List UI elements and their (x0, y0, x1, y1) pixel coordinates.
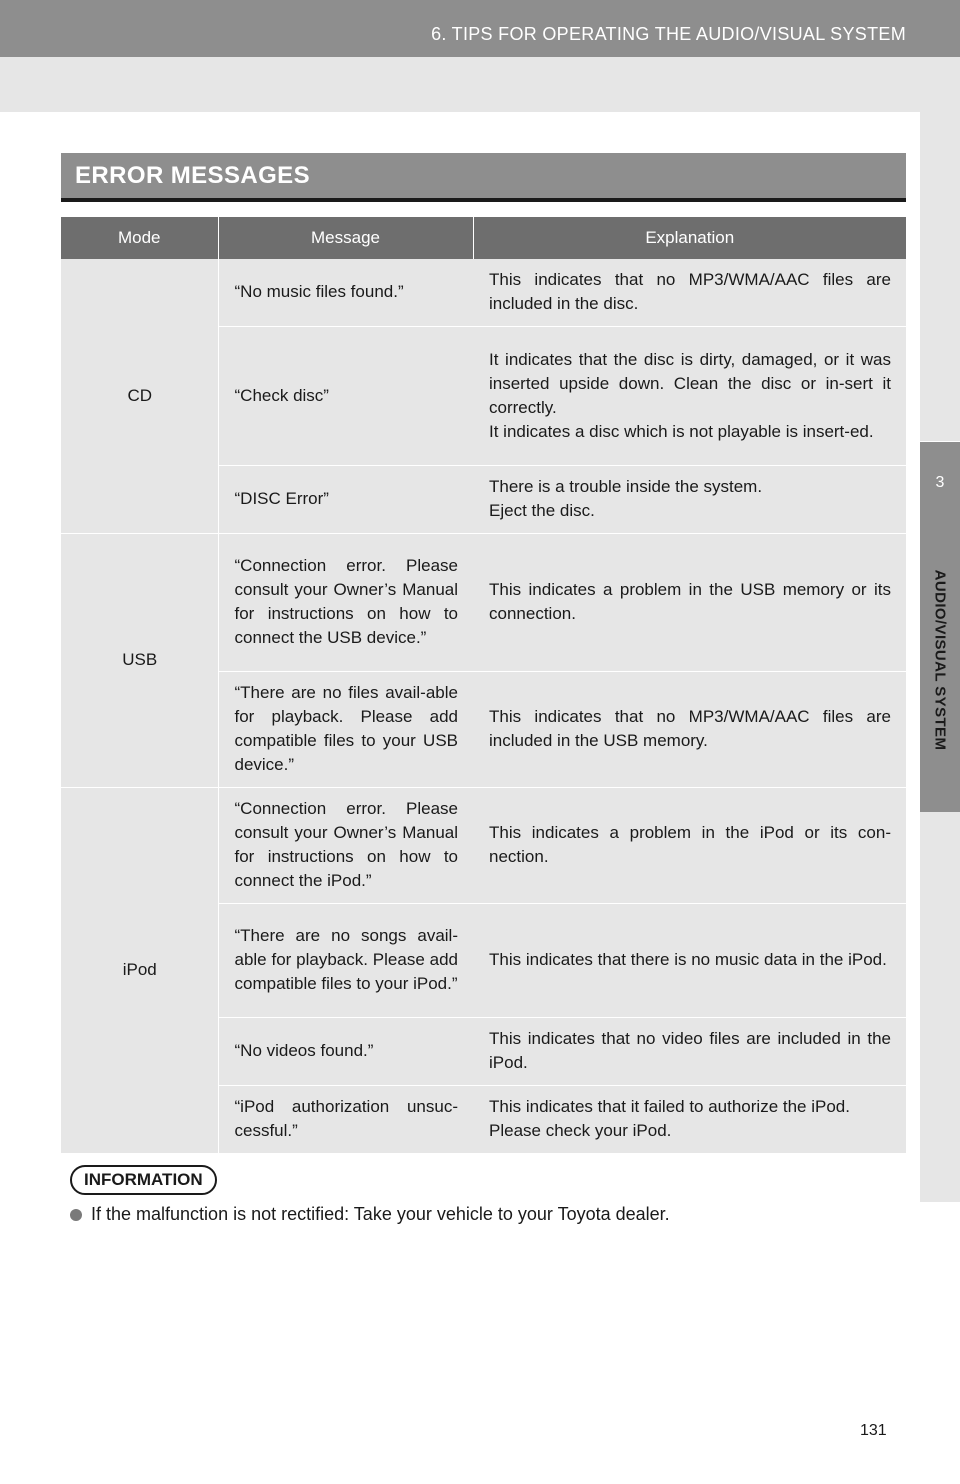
message-cell: “No videos found.” (218, 1018, 473, 1086)
explanation-cell: This indicates that no video files are included in the iPod. (473, 1018, 906, 1086)
information-label: INFORMATION (84, 1170, 203, 1189)
message-cell: “No music files found.” (218, 259, 473, 327)
header-message: Message (218, 217, 473, 259)
chapter-label: AUDIO/VISUAL SYSTEM (931, 569, 949, 751)
table-header-row (61, 217, 906, 259)
section-title: 6. TIPS FOR OPERATING THE AUDIO/VISUAL SYSTEM (431, 24, 906, 44)
message-cell: “Check disc” (218, 327, 473, 466)
message-cell: “iPod authorization unsuc-cessful.” (218, 1086, 473, 1154)
explanation-cell: This indicates a problem in the USB memory or its connection. (473, 534, 906, 672)
table-row (61, 534, 906, 672)
information-badge (70, 1165, 217, 1195)
information-text: If the malfunction is not rectified: Take your vehicle to your Toyota dealer. (91, 1204, 670, 1224)
mode-cell: iPod (61, 788, 218, 1154)
message-cell: “Connection error. Please consult your Owner’s Manual for instructions on how to connect the iPod.” (218, 788, 473, 904)
explanation-cell: This indicates that no MP3/WMA/AAC files are included in the disc. (473, 259, 906, 327)
explanation-cell (473, 1086, 906, 1154)
table-row (61, 259, 906, 327)
explanation-line: There is a trouble inside the system. Eject the disc. (489, 477, 763, 520)
explanation-cell: This indicates that no MP3/WMA/AAC files are included in the USB memory. (473, 672, 906, 788)
explanation-cell: This indicates a problem in the iPod or its con-nection. (473, 788, 906, 904)
explanation-line: It indicates that the disc is dirty, damaged, or it was inserted upside down. Clean the disc or in-sert it correctly. It indicates a disc which is not playable is insert-ed. (489, 349, 891, 441)
mode-cell: USB (61, 534, 218, 788)
explanation-cell (473, 466, 906, 534)
explanation-line: This indicates that it failed to authorize the iPod. Please check your iPod. (489, 1097, 850, 1140)
page-header (0, 0, 960, 57)
mode-cell: CD (61, 259, 218, 534)
message-cell: “There are no files avail-able for playback. Please add compatible files to your USB device.” (218, 672, 473, 788)
header-explanation: Explanation (473, 217, 906, 259)
explanation-cell: This indicates that there is no music data in the iPod. (473, 904, 906, 1018)
error-messages-table (61, 217, 906, 1154)
message-cell: “DISC Error” (218, 466, 473, 534)
message-cell: “There are no songs avail-able for playback. Please add compatible files to your iPod.” (218, 904, 473, 1018)
side-tab-bottom (920, 812, 960, 1202)
table-row (61, 788, 906, 904)
header-mode: Mode (61, 217, 218, 259)
explanation-cell (473, 327, 906, 466)
chapter-number: 3 (935, 474, 945, 491)
section-heading (61, 153, 906, 202)
section-heading-text: ERROR MESSAGES (75, 162, 310, 189)
message-cell: “Connection error. Please consult your Owner’s Manual for instructions on how to connect the USB device.” (218, 534, 473, 672)
page-number: 131 (860, 1422, 887, 1439)
side-tab-top (920, 112, 960, 441)
bullet-icon (70, 1209, 82, 1221)
information-item (70, 1204, 670, 1225)
